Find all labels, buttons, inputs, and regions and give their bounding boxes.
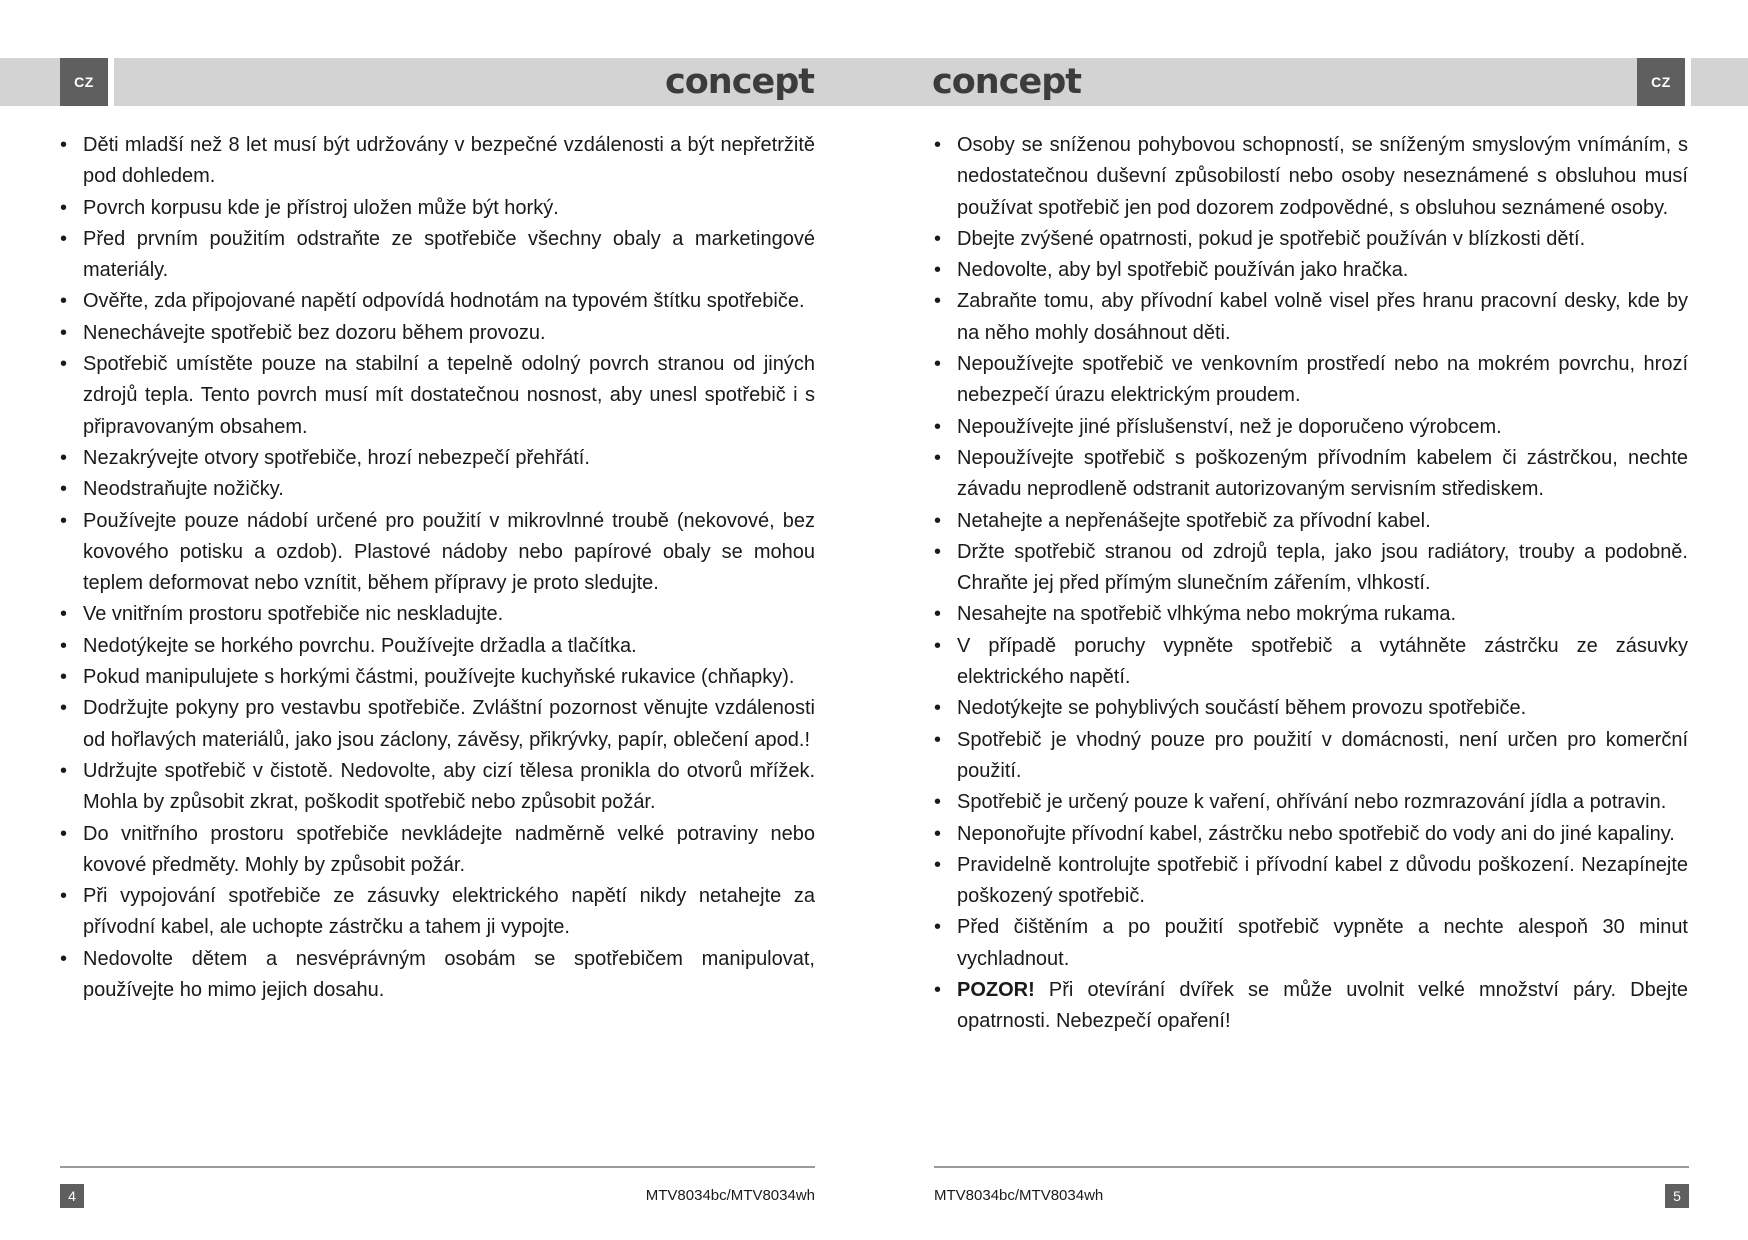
list-item: • Nepoužívejte jiné příslušenství, než je doporučeno výrobcem.: [934, 412, 1688, 443]
list-item: • Nesahejte na spotřebič vlhkýma nebo mokrýma rukama.: [934, 599, 1688, 630]
bullet-list: [934, 130, 1688, 1038]
list-item: • Zabraňte tomu, aby přívodní kabel volně visel přes hranu pracovní desky, kde by na něho mohly dosáhnout děti.: [934, 286, 1688, 349]
warning-label: POZOR!: [957, 979, 1035, 1002]
list-item: • Nedovolte, aby byl spotřebič používán jako hračka.: [934, 255, 1688, 286]
list-item: • Ověřte, zda připojované napětí odpovídá hodnotám na typovém štítku spotřebiče.: [60, 286, 815, 317]
list-item: • Používejte pouze nádobí určené pro použití v mikrovlnné troubě (nekovové, bez kovového potisku a ozdob). Plastové nádoby nebo papírové obaly se mohou teplem deformovat nebo vznítit, během přípravy je proto sledujte.: [60, 506, 815, 600]
warning-text: Při otevírání dvířek se může uvolnit velké množství páry. Dbejte opatrnosti. Nebezpečí opaření!: [957, 979, 1688, 1033]
bullet-list: [60, 130, 815, 1006]
list-item: • Nepoužívejte spotřebič ve venkovním prostředí nebo na mokrém povrchu, hrozí nebezpečí úrazu elektrickým proudem.: [934, 349, 1688, 412]
warning-item: [934, 975, 1688, 1038]
footer-rule: [934, 1166, 1689, 1168]
list-item: • Netahejte a nepřenášejte spotřebič za přívodní kabel.: [934, 506, 1688, 537]
list-item: • Spotřebič umístěte pouze na stabilní a tepelně odolný povrch stranou od jiných zdrojů tepla. Tento povrch musí mít dostatečnou nosnost, aby unesl spotřebič i s připravovaným obsahem.: [60, 349, 815, 443]
list-item: • Před prvním použitím odstraňte ze spotřebiče všechny obaly a marketingové materiály.: [60, 224, 815, 287]
list-item: • Do vnitřního prostoru spotřebiče nevkládejte nadměrně velké potraviny nebo kovové předměty. Mohly by způsobit požár.: [60, 819, 815, 882]
list-item: • Nenechávejte spotřebič bez dozoru během provozu.: [60, 318, 815, 349]
list-item: • Spotřebič je vhodný pouze pro použití v domácnosti, není určen pro komerční použití.: [934, 725, 1688, 788]
language-badge: CZ: [1637, 58, 1685, 106]
list-item: • Nedotýkejte se pohyblivých součástí během provozu spotřebiče.: [934, 693, 1688, 724]
list-item: • Držte spotřebič stranou od zdrojů tepla, jako jsou radiátory, trouby a podobně. Chraňte jej před přímým slunečním zářením, vlhkostí.: [934, 537, 1688, 600]
page-number: 4: [60, 1184, 84, 1208]
list-item: • Ve vnitřním prostoru spotřebiče nic neskladujte.: [60, 599, 815, 630]
model-number: MTV8034bc/MTV8034wh: [645, 1187, 815, 1204]
right-page: [874, 0, 1748, 1240]
concept-logo: concept: [665, 62, 814, 102]
list-item: • Osoby se sníženou pohybovou schopností, se sníženým smyslovým vnímáním, s nedostatečnou duševní způsobilostí nebo osoby neseznámené s obsluhou musí používat spotřebič jen pod dozorem zodpovědné, s obsluhou seznámené osoby.: [934, 130, 1688, 224]
page-number: 5: [1665, 1184, 1689, 1208]
list-item: • Nedovolte dětem a nesvéprávným osobám se spotřebičem manipulovat, používejte ho mimo jejich dosahu.: [60, 944, 815, 1007]
list-item: • Nedotýkejte se horkého povrchu. Používejte držadla a tlačítka.: [60, 631, 815, 662]
concept-logo: concept: [932, 62, 1081, 102]
list-item: • Udržujte spotřebič v čistotě. Nedovolte, aby cizí tělesa pronikla do otvorů mřížek. Mohla by způsobit zkrat, poškodit spotřebič nebo způsobit požár.: [60, 756, 815, 819]
list-item: • V případě poruchy vypněte spotřebič a vytáhněte zástrčku ze zásuvky elektrického napětí.: [934, 631, 1688, 694]
list-item: • Nepoužívejte spotřebič s poškozeným přívodním kabelem či zástrčkou, nechte závadu neprodleně odstranit autorizovaným servisním střediskem.: [934, 443, 1688, 506]
list-item: • Před čištěním a po použití spotřebič vypněte a nechte alespoň 30 minut vychladnout.: [934, 912, 1688, 975]
list-item: • Neodstraňujte nožičky.: [60, 474, 815, 505]
list-item: • Povrch korpusu kde je přístroj uložen může být horký.: [60, 193, 815, 224]
safety-instructions-left: [60, 130, 815, 1006]
list-item: • Neponořujte přívodní kabel, zástrčku nebo spotřebič do vody ani do jiné kapaliny.: [934, 819, 1688, 850]
list-item: • Spotřebič je určený pouze k vaření, ohřívání nebo rozmrazování jídla a potravin.: [934, 787, 1688, 818]
language-badge: CZ: [60, 58, 108, 106]
footer-rule: [60, 1166, 815, 1168]
list-item: • Pravidelně kontrolujte spotřebič i přívodní kabel z důvodu poškození. Nezapínejte poškozený spotřebič.: [934, 850, 1688, 913]
list-item: • Nezakrývejte otvory spotřebiče, hrozí nebezpečí přehřátí.: [60, 443, 815, 474]
model-number: MTV8034bc/MTV8034wh: [934, 1187, 1104, 1204]
list-item: • Dbejte zvýšené opatrnosti, pokud je spotřebič používán v blízkosti dětí.: [934, 224, 1688, 255]
list-item: • Pokud manipulujete s horkými částmi, používejte kuchyňské rukavice (chňapky).: [60, 662, 815, 693]
list-item: • Dodržujte pokyny pro vestavbu spotřebiče. Zvláštní pozornost věnujte vzdálenosti od hořlavých materiálů, jako jsou záclony, závěsy, přikrývky, papír, oblečení apod.!: [60, 693, 815, 756]
list-item: • Děti mladší než 8 let musí být udržovány v bezpečné vzdálenosti a být nepřetržitě pod dohledem.: [60, 130, 815, 193]
list-item: • Při vypojování spotřebiče ze zásuvky elektrického napětí nikdy netahejte za přívodní kabel, ale uchopte zástrčku a tahem ji vypojte.: [60, 881, 815, 944]
safety-instructions-right: [934, 130, 1688, 1038]
